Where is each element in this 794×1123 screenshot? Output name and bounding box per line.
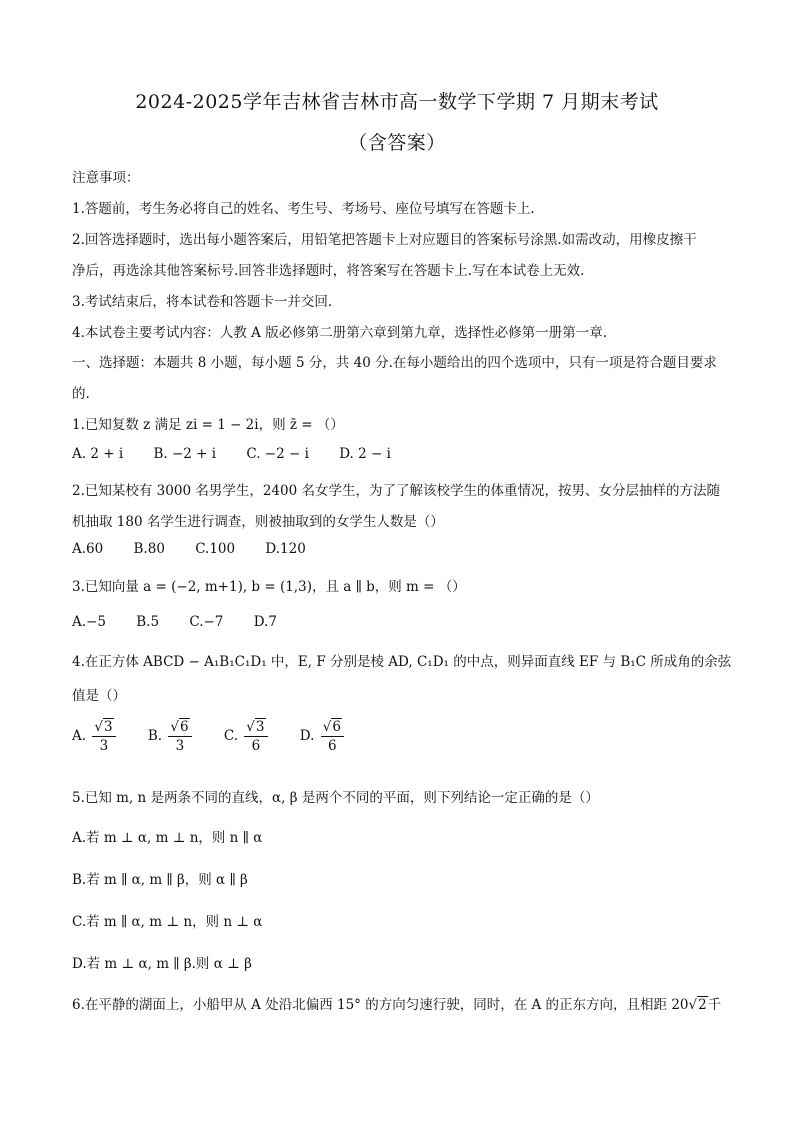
option-b: B.5 xyxy=(136,614,160,630)
fraction: $\frac{√6}{6}$ xyxy=(321,718,344,755)
option-label: C. xyxy=(223,728,238,744)
option-c: C.−7 xyxy=(189,614,224,630)
radicand: 2 xyxy=(698,997,707,1013)
question-6-stem xyxy=(72,993,721,1013)
option-b: B.80 xyxy=(133,541,165,557)
section-heading-cont: 的. xyxy=(72,386,90,402)
sqrt-symbol: √ xyxy=(688,997,698,1013)
page-subtitle: （含答案） xyxy=(348,132,446,154)
option-a xyxy=(72,718,118,755)
radicand: 3 xyxy=(103,719,113,735)
question-5-option-d: D.若 m ⊥ α, m ∥ β.则 α ⊥ β xyxy=(72,956,252,972)
option-b: B. −2 + i xyxy=(153,446,217,462)
question-3-stem: 3.已知向量 a = (−2, m+1), b = (1,3)，且 a ∥ b，则 m = （） xyxy=(72,579,466,595)
question-6-text: 6.在平静的湖面上，小船甲从 A 处沿北偏西 15° 的方向匀速行驶，同时，在 A 的正东方向，且相距 20 xyxy=(72,997,689,1013)
radicand: 6 xyxy=(332,719,341,735)
denominator: 3 xyxy=(99,738,109,754)
option-d: D.120 xyxy=(265,541,306,557)
denominator: 6 xyxy=(328,738,337,754)
question-3-options xyxy=(72,614,303,630)
notice-2: 2.回答选择题时，选出每小题答案后，用铅笔把答题卡上对应题目的答案标号涂黑.如需改动，用橡皮擦干 xyxy=(72,232,697,248)
notice-4: 4.本试卷主要考试内容：人教 A 版必修第二册第六章到第九章，选择性必修第一册第一章. xyxy=(72,325,608,341)
section-heading: 一、选择题：本题共 8 小题，每小题 5 分，共 40 分.在每小题给出的四个选项中，只有一项是符合题目要求 xyxy=(72,355,717,371)
option-d: D. 2 − i xyxy=(339,446,391,462)
question-1-options xyxy=(72,446,417,462)
question-5-option-c: C.若 m ∥ α, m ⊥ n，则 n ⊥ α xyxy=(72,914,263,930)
denominator: 6 xyxy=(251,738,261,754)
page-title: 2024-2025学年吉林省吉林市高一数学下学期 7 月期末考试 xyxy=(135,91,659,113)
fraction: $\frac{√6}{3}$ xyxy=(168,718,191,755)
question-4-options xyxy=(72,718,372,755)
option-label: B. xyxy=(147,728,163,744)
option-c: C.100 xyxy=(195,541,236,557)
option-a: A.60 xyxy=(72,541,104,557)
notice-heading: 注意事项： xyxy=(72,170,140,186)
option-d xyxy=(300,718,346,755)
question-2-stem-cont: 机抽取 180 名学生进行调查，则被抽取到的女学生人数是（） xyxy=(72,514,444,530)
question-4-stem-cont: 值是（） xyxy=(72,688,126,704)
question-2-options xyxy=(72,541,332,557)
option-c: C. −2 − i xyxy=(246,446,309,462)
notice-3: 3.考试结束后，将本试卷和答题卡一并交回. xyxy=(72,294,333,310)
radicand: 6 xyxy=(179,719,189,735)
fraction: $\frac{√3}{3}$ xyxy=(92,718,115,755)
question-5-stem: 5.已知 m, n 是两条不同的直线，α, β 是两个不同的平面，则下列结论一定正确的是（） xyxy=(72,790,599,806)
option-label: D. xyxy=(299,728,315,744)
fraction: $\frac{√3}{6}$ xyxy=(244,718,267,755)
question-2-stem: 2.已知某校有 3000 名男学生，2400 名女学生，为了了解该校学生的体重情况，按男、女分层抽样的方法随 xyxy=(72,483,720,499)
question-5-option-b: B.若 m ∥ α, m ∥ β，则 α ∥ β xyxy=(72,872,248,888)
question-6-text-end: 千 xyxy=(707,997,722,1013)
notice-1: 1.答题前，考生务必将自己的姓名、考生号、考场号、座位号填写在答题卡上. xyxy=(72,201,535,217)
question-5-option-a: A.若 m ⊥ α, m ⊥ n，则 n ∥ α xyxy=(72,830,263,846)
option-label: A. xyxy=(72,728,87,744)
option-d: D.7 xyxy=(253,614,277,630)
option-a: A. 2 + i xyxy=(72,446,124,462)
radicand: 3 xyxy=(255,719,265,735)
option-a: A.−5 xyxy=(72,614,106,630)
option-c xyxy=(224,718,270,755)
option-b xyxy=(148,718,194,755)
denominator: 3 xyxy=(175,738,185,754)
question-1-stem: 1.已知复数 z 满足 zi = 1 − 2i，则 z̄ = （） xyxy=(72,417,344,433)
question-4-stem: 4.在正方体 ABCD − A₁B₁C₁D₁ 中，E, F 分别是棱 AD, C₁D₁ 的中点，则异面直线 EF 与 B₁C 所成角的余弦 xyxy=(72,654,732,670)
notice-2-cont: 净后，再选涂其他答案标号.回答非选择题时，将答案写在答题卡上.写在本试卷上无效. xyxy=(72,263,585,279)
